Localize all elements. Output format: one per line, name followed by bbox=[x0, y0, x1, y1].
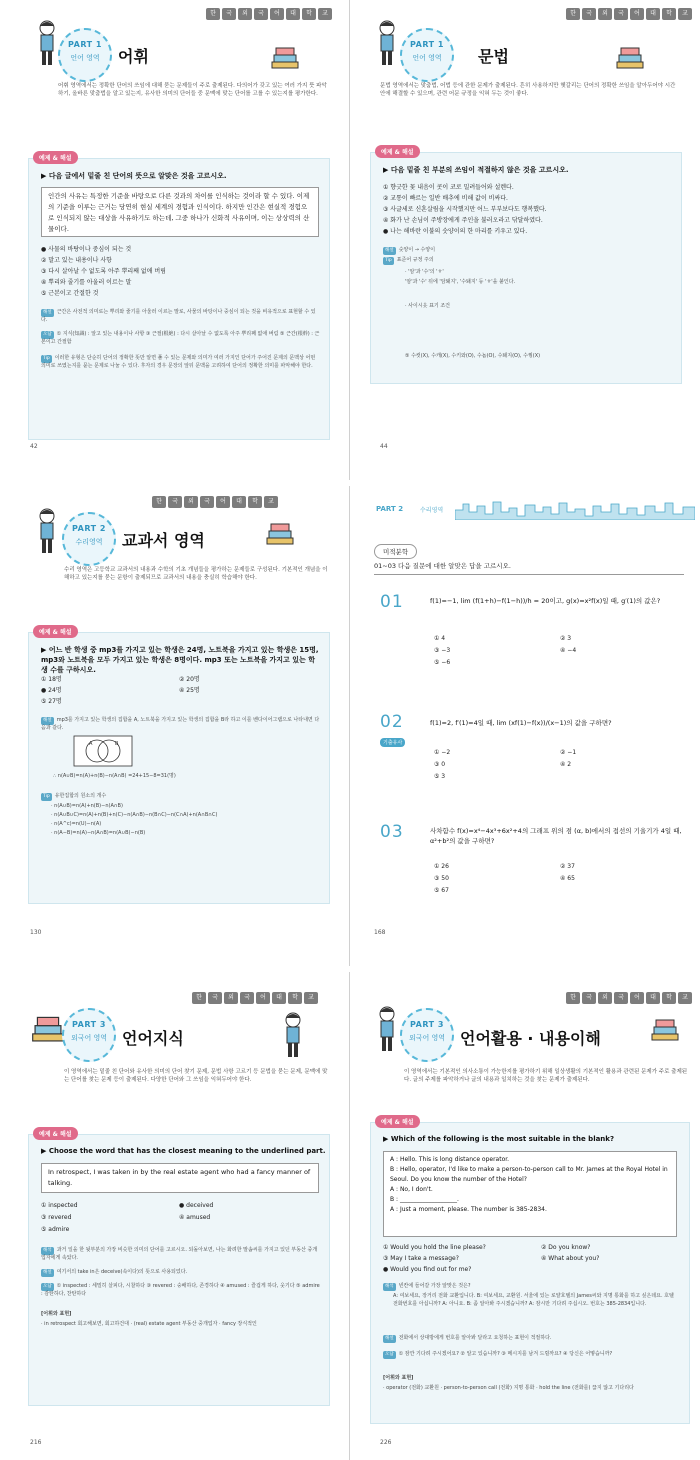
page-168 bbox=[360, 486, 698, 966]
question-text: ▶ 어느 반 학생 중 mp3를 가지고 있는 학생은 24명, 노트북을 가지고 있는 학생은 15명, mp3와 노트북을 모두 가지고 있는 학생은 8명이다. mp3 또는 노트북을 가지고 있는 학생 수를 구하시오. bbox=[41, 646, 319, 674]
part-badge bbox=[400, 28, 454, 82]
part-sub-label: 외국어 영역 bbox=[70, 1034, 108, 1042]
option: ② 3 bbox=[560, 635, 572, 642]
question-text: ▶ 다음 밑줄 친 부분의 쓰임이 적절하지 않은 것을 고르시오. bbox=[383, 166, 569, 174]
header-char: 국 bbox=[582, 8, 596, 20]
header-char: 국 bbox=[240, 992, 254, 1004]
option: ④ 화가 난 손님이 주방장에게 주인을 불러오라고 닦달하였다. bbox=[383, 217, 543, 224]
past-exam-tag: 기출유사 bbox=[380, 738, 405, 747]
venn-diagram bbox=[73, 735, 133, 767]
intro-text: 이 영역에서는 기본적인 의사소통이 가능한지를 평가하기 위해 일상생활의 기본적인 활용과 관련된 문제가 주로 출제된다. 글의 주제를 파악하거나 글의 내용과 일치하는 것을 찾는 문제가 출제된다. bbox=[404, 1069, 688, 1083]
header-char: 학 bbox=[248, 496, 262, 508]
header-char: 국 bbox=[254, 8, 268, 20]
header-char: 대 bbox=[646, 8, 660, 20]
dialogue-line: B : ___________________. bbox=[390, 1196, 459, 1203]
vocab-heading: [어휘와 표현] bbox=[383, 1375, 414, 1381]
translation-dialogue: A: 여보세요, 장거리 전화 교환입니다. B: 여보세요, 교환원. 서울에 있는 로얄호텔의 James씨와 지명 통화를 하고 싶은데요. 호텔 전화번호를 아십니까? A: 아니요. B: 좀 알아봐 주시겠습니까? A: 잠시만 기다려 주십시오. 번호는 385-2834입니다. bbox=[393, 1293, 674, 1307]
part-badge bbox=[400, 1008, 454, 1062]
option: ② 교통이 빠르는 일반 배추에 비해 값이 비싸다. bbox=[383, 195, 508, 202]
header-char: 국 bbox=[614, 8, 628, 20]
option: ② 37 bbox=[560, 863, 575, 870]
solution-note bbox=[41, 717, 321, 732]
header-bar bbox=[206, 8, 332, 20]
vocab-heading: [어휘와 표현] bbox=[41, 1311, 72, 1317]
header-char: 외 bbox=[598, 992, 612, 1004]
option: ④ 65 bbox=[560, 875, 575, 882]
header-char: 어 bbox=[256, 992, 270, 1004]
option: ① 26 bbox=[434, 863, 449, 870]
tip-note bbox=[41, 355, 321, 370]
part-label: PART 3 bbox=[410, 1020, 444, 1029]
student-mascot-icon bbox=[34, 20, 60, 68]
example-tag: 예제 & 해설 bbox=[375, 1115, 420, 1128]
header-char: 교 bbox=[678, 992, 692, 1004]
example-tag: 예제 & 해설 bbox=[33, 151, 78, 164]
divider bbox=[374, 574, 684, 575]
header-char: 외 bbox=[238, 8, 252, 20]
header-char: 대 bbox=[286, 8, 300, 20]
option: ⑤ admire bbox=[41, 1226, 70, 1233]
header-char: 어 bbox=[270, 8, 284, 20]
part-sub-label: 외국어 영역 bbox=[408, 1034, 446, 1042]
reading-passage: In retrospect, I was taken in by the real estate agent who had a fancy manner of talking. bbox=[41, 1163, 319, 1193]
page-title: 문법 bbox=[478, 47, 509, 66]
spread-1 bbox=[0, 0, 700, 480]
student-mascot-icon bbox=[280, 1012, 306, 1060]
part-label: PART 3 bbox=[72, 1020, 106, 1029]
wrong-answer-note bbox=[41, 1283, 321, 1298]
dialogue-line: A : Hello. This is long distance operator. bbox=[390, 1156, 510, 1163]
header-char: 외 bbox=[184, 496, 198, 508]
part-badge bbox=[62, 1008, 116, 1062]
option: ● deceived bbox=[179, 1202, 214, 1209]
question-text: f(1)=−1, lim (f(1+h)−f(1−h))/h = 20이고, g(x)=x²f(x)일 때, g′(1)의 값은? bbox=[430, 597, 661, 605]
header-char: 국 bbox=[582, 992, 596, 1004]
header-char: 학 bbox=[302, 8, 316, 20]
question-text: ▶ Choose the word that has the closest meaning to the underlined part. bbox=[41, 1147, 326, 1155]
option: ③ revered bbox=[41, 1214, 72, 1221]
reading-passage: 인간의 사유는 특정한 기준을 바탕으로 다른 것과의 차이를 인식하는 것이라 할 수 있다. 이제의 기준을 이루는 근거는 당연히 현실 세계의 경험과 인식이다. 하지만 인간은 현실적 경험으로 인식되지 않는 대상을 사유하기도 하는데, 그중 하나가 신화적 사유이며, 이는 상상력의 산물이다. bbox=[41, 187, 319, 237]
option: ● 24명 bbox=[41, 687, 62, 694]
page-226 bbox=[360, 972, 698, 1460]
page-42 bbox=[0, 0, 338, 480]
books-icon bbox=[650, 1012, 680, 1046]
header-bar bbox=[192, 992, 318, 1004]
header-char: 학 bbox=[662, 8, 676, 20]
books-icon bbox=[265, 516, 295, 550]
option: ③ −3 bbox=[434, 647, 451, 654]
part-label: PART 1 bbox=[410, 40, 444, 49]
solution-note bbox=[41, 1269, 321, 1277]
translation-label: 해석 bbox=[43, 1248, 52, 1253]
option: ③ May I take a message? bbox=[383, 1255, 459, 1262]
solution-text: 숫양이 → 수양이 bbox=[398, 247, 436, 253]
tip-note bbox=[41, 793, 321, 801]
dialogue-box bbox=[383, 1151, 677, 1237]
translation-label: 해석 bbox=[385, 1284, 394, 1289]
solution-label: 해설 bbox=[43, 310, 52, 315]
header-char: 대 bbox=[232, 496, 246, 508]
option: ② Do you know? bbox=[541, 1244, 591, 1251]
tip-text: 이러한 유형은 단순히 단어의 정확한 뜻만 알면 풀 수 있는 문제와 의미가 여러 가지인 단어가 주어진 문제의 문맥상 어떤 의미로 쓰였는지를 묻는 문제로 나눌 수 있다. 후자의 경우 문장의 앞뒤 문맥을 고려하여 단어의 정확한 의미를 파악해야 한다. bbox=[41, 355, 316, 369]
option: ● Would you find out for me? bbox=[383, 1266, 472, 1273]
part-label: PART 2 bbox=[376, 505, 404, 513]
vocab-list: · operator (전화) 교환원 · person-to-person call (전화) 지명 통화 · hold the line (전화를) 끊지 않고 기다리다 bbox=[383, 1385, 634, 1391]
question-text: ▶ 다음 글에서 밑줄 친 단어의 뜻으로 알맞은 것을 고르시오. bbox=[41, 172, 227, 180]
option: ⑤ 27명 bbox=[41, 698, 62, 705]
part-badge bbox=[58, 28, 112, 82]
option: ① −2 bbox=[434, 749, 451, 756]
question-number: 02 bbox=[380, 712, 404, 732]
venn-label-a: A bbox=[89, 741, 93, 747]
solution-label: 해설 bbox=[43, 718, 52, 723]
tip-text: 표준어 규정 주의 bbox=[396, 257, 434, 263]
tip-note bbox=[383, 257, 673, 265]
header-bar bbox=[152, 496, 278, 508]
solution-formula: ∴ n(A∪B)=n(A)+n(B)−n(A∩B) =24+15−8=31(명) bbox=[53, 773, 176, 779]
formula-line: · n(A^c)=n(U)−n(A) bbox=[51, 821, 102, 827]
books-icon bbox=[30, 1008, 66, 1048]
formula-line: · n(A−B)=n(A)−n(A∩B)=n(A∪B)−n(B) bbox=[51, 830, 146, 836]
option: ① 향긋한 꽃 내음이 콧이 코로 밀려들어와 설렌다. bbox=[383, 184, 514, 191]
solution-note bbox=[383, 247, 673, 255]
header-char: 어 bbox=[630, 8, 644, 20]
dialogue-line: A : No, I don't. bbox=[390, 1186, 433, 1193]
option: ④ 뿌리와 줄기를 아울러 이르는 말 bbox=[41, 279, 132, 286]
tip-label: Tip bbox=[43, 356, 50, 361]
example-tag: 예제 & 해설 bbox=[33, 1127, 78, 1140]
vocab-list: · in retrospect 회고해보면, 회고하건대 · (real) estate agent 부동산 중개업자 · fancy 장식적인 bbox=[41, 1321, 257, 1327]
example-box bbox=[28, 629, 330, 904]
tip-label: Tip bbox=[385, 258, 392, 263]
part-sub-label: 수리영역 bbox=[420, 507, 444, 514]
page-44 bbox=[360, 0, 698, 480]
option: ① 4 bbox=[434, 635, 446, 642]
part-badge bbox=[62, 512, 116, 566]
page-title: 교과서 영역 bbox=[122, 531, 205, 550]
intro-text: 이 영역에서는 밑줄 친 단어와 유사한 의미의 단어 찾기 문제, 문법 사항 고르기 등 문법을 묻는 문제, 문맥에 맞는 단어를 찾는 문제 등이 출제된다. 다양한 단어와 그 쓰임을 익혀두어야 한다. bbox=[64, 1069, 328, 1083]
header-char: 교 bbox=[304, 992, 318, 1004]
skyline-decoration-icon bbox=[455, 500, 695, 520]
gutter bbox=[349, 486, 350, 966]
header-bar bbox=[566, 8, 692, 20]
wrong-answer-text: ① 지식(知識) : 알고 있는 내용이나 사항 ③ 근절(根絶) : 다시 살아날 수 없도록 아주 뿌리째 없애 버림 ⑤ 근간(根幹) : 근본이고 간절함 bbox=[41, 331, 320, 345]
option: ④ What about you? bbox=[541, 1255, 600, 1262]
gutter bbox=[349, 972, 350, 1460]
wrong-answer-text: ① 잠깐 기다려 주시겠어요? ② 알고 있습니까? ③ 메시지를 남겨 드릴까요? ④ 당신은 어떻습니까? bbox=[398, 1351, 613, 1357]
part-sub-label: 수리영역 bbox=[75, 538, 103, 546]
tip-line: '암'과 '수' 뒤에 '암퇘지', '수퇘지' 등 'ㅎ'을 붙인다. bbox=[405, 279, 516, 285]
solution-label: 해설 bbox=[43, 1270, 52, 1275]
option: ● 나는 해바란 이불의 숫양이의 한 마리를 키우고 있다. bbox=[383, 228, 528, 235]
header-char: 한 bbox=[192, 992, 206, 1004]
translation-text: 과거 일을 한 뒷부분의 가장 비슷한 의미의 단어를 고르시오. 되돌아보면, 나는 화려한 말솜씨를 가지고 있던 부동산 중개업자에게 속았다. bbox=[41, 1247, 318, 1261]
books-icon bbox=[270, 40, 300, 74]
option: ⑤ 3 bbox=[434, 773, 446, 780]
page-number: 130 bbox=[30, 929, 42, 936]
header-char: 어 bbox=[630, 992, 644, 1004]
question-text: 사차함수 f(x)=x⁴−4x³+6x²+4의 그래프 위의 점 (α, b)에서의 접선의 기울기가 4일 때, α²+b²의 값을 구하면? bbox=[430, 827, 682, 845]
tip-text: 유한집합의 원소의 개수 bbox=[54, 793, 107, 799]
intro-text: 어휘 영역에서는 정확한 단어의 쓰임에 대해 묻는 문제들이 주로 출제된다. 다의어가 갖고 있는 여러 가지 뜻 파악하기, 올바른 맞춤법을 알고 있는지, 유사한 의미의 단어들 중 문맥에 맞는 단어를 고를 수 있는지를 평가한다. bbox=[58, 83, 327, 97]
wrong-answer-label: 오답 bbox=[385, 1352, 394, 1357]
option: ① 18명 bbox=[41, 676, 62, 683]
header-char: 국 bbox=[200, 496, 214, 508]
page-number: 42 bbox=[30, 443, 38, 450]
subject-pill: 미적분학 bbox=[374, 544, 417, 559]
translation-text: 빈칸에 들어갈 가장 알맞은 것은? bbox=[398, 1283, 471, 1289]
header-char: 외 bbox=[224, 992, 238, 1004]
wrong-answer-label: 오답 bbox=[43, 1284, 52, 1289]
gutter bbox=[349, 0, 350, 480]
header-char: 한 bbox=[566, 992, 580, 1004]
header-char: 교 bbox=[318, 8, 332, 20]
header-char: 외 bbox=[598, 8, 612, 20]
example-box bbox=[370, 1119, 690, 1424]
example-box bbox=[28, 1131, 330, 1406]
formula-line: · n(A∪B)=n(A)+n(B)−n(A∩B) bbox=[51, 803, 123, 809]
wrong-answer-text: ① inspected : 세밀히 살피다, 시찰하다 ③ revered : 숭배하다, 존경하다 ④ amused : 즐겁게 하다, 웃기다 ⑤ admire : 감탄하다, 찬탄하다 bbox=[41, 1283, 320, 1297]
solution-label: 해설 bbox=[385, 1336, 394, 1341]
option: ③ 다시 살아날 수 없도록 아주 뿌리째 없애 버림 bbox=[41, 268, 166, 275]
option: ③ 0 bbox=[434, 761, 446, 768]
header-char: 국 bbox=[168, 496, 182, 508]
header-char: 한 bbox=[206, 8, 220, 20]
solution-note bbox=[383, 1335, 677, 1343]
dialogue-line: A : Just a moment, please. The number is 385-2834. bbox=[390, 1206, 547, 1213]
translation-note bbox=[383, 1283, 677, 1291]
example-box bbox=[28, 155, 330, 440]
books-icon bbox=[615, 40, 645, 74]
page-header bbox=[360, 500, 698, 520]
solution-text: mp3를 가지고 있는 학생의 집합을 A, 노트북을 가지고 있는 학생의 집합을 B라 하고 이를 벤다이어그램으로 나타내면 다음과 같다. bbox=[41, 717, 320, 731]
wrong-answer-label: 오답 bbox=[43, 332, 52, 337]
page-number: 216 bbox=[30, 1439, 42, 1446]
header-char: 국 bbox=[614, 992, 628, 1004]
header-char: 교 bbox=[264, 496, 278, 508]
option: ③ 사글세로 신혼살림을 시작했지만 어느 부부보다도 행복했다. bbox=[383, 206, 547, 213]
example-tag: 예제 & 해설 bbox=[375, 145, 420, 158]
page-130 bbox=[0, 486, 338, 966]
part-sub-label: 언어 영역 bbox=[412, 54, 442, 62]
page-number: 226 bbox=[380, 1439, 392, 1446]
option: ② −1 bbox=[560, 749, 577, 756]
wrong-answer-note bbox=[383, 1351, 677, 1359]
question-text: ▶ Which of the following is the most suitable in the blank? bbox=[383, 1135, 615, 1143]
solution-text: 전화에서 상대방에게 번호를 알아봐 달라고 요청하는 표현이 적절하다. bbox=[398, 1335, 552, 1341]
translation-note bbox=[41, 1247, 321, 1262]
header-char: 학 bbox=[662, 992, 676, 1004]
tip-line: · '암'과 '수'의 'ㅎ' bbox=[405, 269, 444, 275]
question-text: f(1)=2, f′(1)=4일 때, lim (xf(1)−f(x))/(x−1)의 값을 구하면? bbox=[430, 719, 612, 727]
option: ④ −4 bbox=[560, 647, 577, 654]
question-number: 03 bbox=[380, 822, 404, 842]
page-216 bbox=[0, 972, 338, 1460]
solution-note bbox=[41, 309, 321, 324]
option: ① Would you hold the line please? bbox=[383, 1244, 486, 1251]
tip-label: Tip bbox=[43, 794, 50, 799]
solution-text: 근간은 사전적 의미로는 뿌리와 줄기를 아울러 이르는 말로, 사물의 바탕이나 중심이 되는 것을 비유적으로 표현할 수 있다. bbox=[41, 309, 316, 323]
formula-line: · n(A∪B∪C)=n(A)+n(B)+n(C)−n(A∩B)−n(B∩C)−n(C∩A)+n(A∩B∩C) bbox=[51, 812, 218, 818]
question-number: 01 bbox=[380, 592, 404, 612]
header-char: 대 bbox=[646, 992, 660, 1004]
page-title: 어휘 bbox=[118, 47, 149, 66]
dialogue-line: B : Hello, operator, I'd like to make a person-to-person call to Mr. James at the Royal Hotel in Seoul. Do you know the number of the Hotel? bbox=[390, 1166, 668, 1183]
page-number: 168 bbox=[374, 929, 386, 936]
solution-label: 해설 bbox=[385, 248, 394, 253]
venn-label-b: B bbox=[115, 741, 119, 747]
option: ● 사물의 바탕이나 중심이 되는 것 bbox=[41, 246, 132, 253]
option: ⑤ −6 bbox=[434, 659, 451, 666]
part-label: PART 1 bbox=[68, 40, 102, 49]
page-number: 44 bbox=[380, 443, 388, 450]
header-char: 한 bbox=[152, 496, 166, 508]
header-char: 국 bbox=[222, 8, 236, 20]
instructions: 01~03 다음 질문에 대한 알맞은 답을 고르시오. bbox=[374, 562, 511, 570]
spread-2 bbox=[0, 486, 700, 966]
intro-text: 문법 영역에서는 맞춤법, 어법 등에 관한 문제가 출제된다. 흔히 사용하지만 헷갈리는 단어의 정확한 쓰임을 알아두어야 시간 안에 해결할 수 있으며, 관련 어문 규정을 익혀 두는 것이 좋다. bbox=[380, 83, 676, 97]
option: ① inspected bbox=[41, 1202, 78, 1209]
option: ④ 25명 bbox=[179, 687, 200, 694]
header-char: 학 bbox=[288, 992, 302, 1004]
option: ⑤ 근본이고 간절한 것 bbox=[41, 290, 99, 297]
option: ② 20명 bbox=[179, 676, 200, 683]
option: ④ 2 bbox=[560, 761, 572, 768]
header-char: 한 bbox=[566, 8, 580, 20]
example-tag: 예제 & 해설 bbox=[33, 625, 78, 638]
option: ② 말고 있는 내용이나 사항 bbox=[41, 257, 112, 264]
option: ⑤ 67 bbox=[434, 887, 449, 894]
option: ④ amused bbox=[179, 1214, 211, 1221]
solution-text: 여기서의 take in은 deceive(속이다)의 뜻으로 사용되었다. bbox=[56, 1269, 188, 1275]
part-sub-label: 언어 영역 bbox=[70, 54, 100, 62]
student-mascot-icon bbox=[34, 508, 60, 556]
header-char: 어 bbox=[216, 496, 230, 508]
example-box bbox=[370, 149, 682, 384]
student-mascot-icon bbox=[374, 20, 400, 68]
page-title: 언어활용 · 내용이해 bbox=[460, 1029, 601, 1048]
intro-text: 수리 영역은 고등학교 교과서의 내용과 수학의 기초 개념들을 평가하는 문제들로 구성된다. 기본적인 개념을 이해하고 있는지를 묻는 문항이 출제되므로 교과서의 내용을 충실히 학습해야 한다. bbox=[64, 567, 328, 581]
header-bar bbox=[566, 992, 692, 1004]
tip-line: ⑤ 수컷(X), 수캐(X), 수키와(O), 수놈(O), 수퇘지(O), 수꿩(X) bbox=[405, 353, 541, 359]
option: ③ 50 bbox=[434, 875, 449, 882]
header-char: 대 bbox=[272, 992, 286, 1004]
page-title: 언어지식 bbox=[122, 1029, 184, 1048]
header-char: 교 bbox=[678, 8, 692, 20]
part-label: PART 2 bbox=[72, 524, 106, 533]
student-mascot-icon bbox=[374, 1006, 400, 1054]
tip-line: · 사이시옷 표기 조건 bbox=[405, 303, 450, 309]
header-char: 국 bbox=[208, 992, 222, 1004]
wrong-answer-note bbox=[41, 331, 321, 346]
spread-3 bbox=[0, 972, 700, 1460]
